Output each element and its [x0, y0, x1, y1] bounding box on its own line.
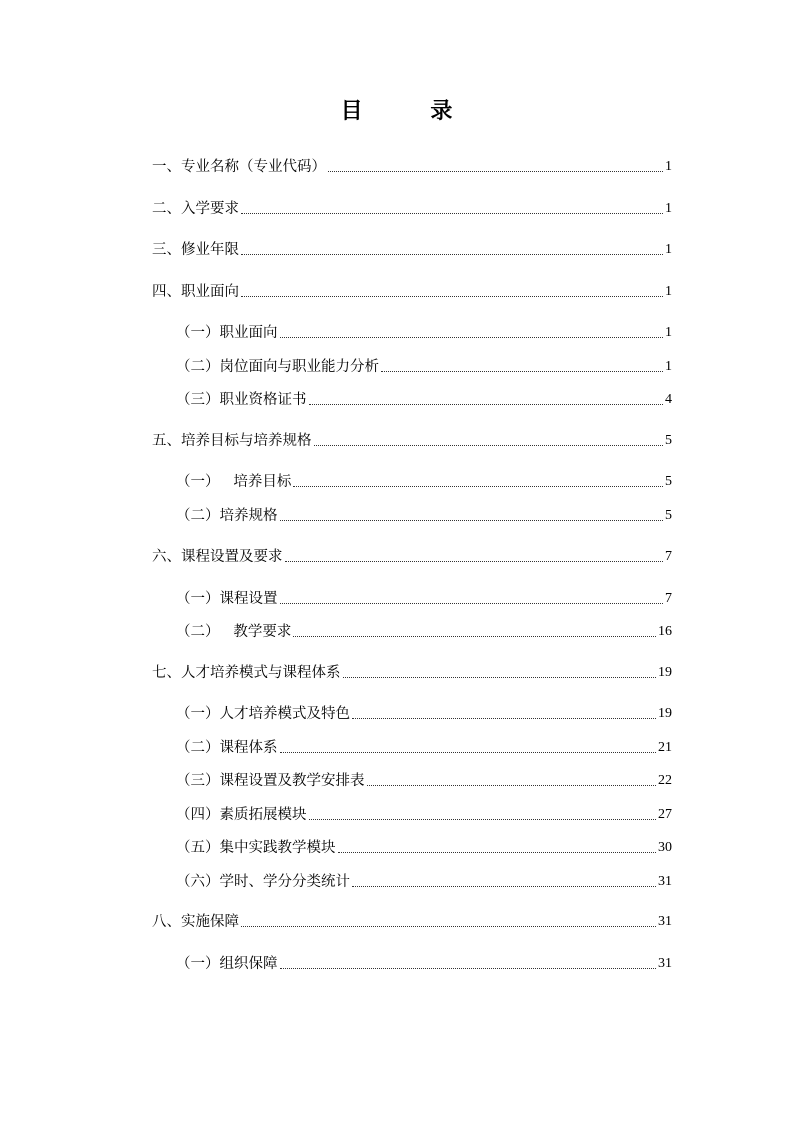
- dot-leader: [314, 445, 664, 446]
- toc-entry-label: （四）素质拓展模块: [176, 807, 307, 823]
- dot-leader: [343, 677, 657, 678]
- toc-entry-page: 31: [658, 874, 672, 889]
- dot-leader: [241, 926, 656, 927]
- toc-entry-label: 五、培养目标与培养规格: [152, 433, 312, 449]
- toc-entry-7-6[interactable]: [176, 872, 672, 892]
- dot-leader: [309, 819, 657, 820]
- dot-leader: [381, 371, 663, 372]
- toc-entry-8[interactable]: [152, 912, 672, 932]
- dot-leader: [352, 886, 656, 887]
- toc-entry-label: （五）集中实践教学模块: [176, 840, 336, 856]
- toc-entry-label: （一）组织保障: [176, 956, 278, 972]
- toc-entry-page: 5: [665, 474, 672, 489]
- toc-entry-page: 30: [658, 840, 672, 855]
- toc-entry-5-2[interactable]: [176, 506, 672, 526]
- toc-entry-label: （六）学时、学分分类统计: [176, 874, 350, 890]
- toc-entry-label: （一）人才培养模式及特色: [176, 706, 350, 722]
- toc-entry-page: 1: [665, 242, 672, 257]
- toc-entry-page: 1: [665, 325, 672, 340]
- dot-leader: [338, 852, 657, 853]
- toc-entry-page: 19: [658, 706, 672, 721]
- toc-entry-6-1[interactable]: [176, 589, 672, 609]
- dot-leader: [241, 213, 663, 214]
- toc-entry-6[interactable]: [152, 547, 672, 567]
- toc-entry-label: （一）课程设置: [176, 591, 278, 607]
- toc-entry-page: 1: [665, 359, 672, 374]
- toc-entry-page: 31: [658, 956, 672, 971]
- toc-entry-label: （二）课程体系: [176, 740, 278, 756]
- page-title: 目 录: [340, 99, 483, 124]
- toc-entry-page: 21: [658, 740, 672, 755]
- toc-entry-2[interactable]: [152, 199, 672, 219]
- dot-leader: [293, 636, 656, 637]
- toc-entry-label: （二）培养规格: [176, 508, 278, 524]
- toc-entry-label: （三）课程设置及教学安排表: [176, 773, 365, 789]
- toc-entry-4-3[interactable]: [176, 390, 672, 410]
- toc-entry-6-2[interactable]: [176, 622, 672, 642]
- toc-entry-page: 5: [665, 433, 672, 448]
- toc-entry-page: 7: [665, 549, 672, 564]
- toc-entry-5-1[interactable]: [176, 472, 672, 492]
- toc-entry-label: 三、修业年限: [152, 242, 239, 258]
- dot-leader: [309, 404, 664, 405]
- dot-leader: [241, 254, 663, 255]
- toc-entry-page: 7: [665, 591, 672, 606]
- dot-leader: [241, 296, 663, 297]
- toc-entry-page: 16: [658, 624, 672, 639]
- toc-entry-7-4[interactable]: [176, 805, 672, 825]
- toc-entry-7-3[interactable]: [176, 771, 672, 791]
- toc-entry-label: （一） 培养目标: [176, 474, 292, 490]
- toc-entry-1[interactable]: [152, 157, 672, 177]
- toc-entry-label: 六、课程设置及要求: [152, 549, 283, 565]
- toc-entry-page: 19: [658, 665, 672, 680]
- toc-entry-3[interactable]: [152, 240, 672, 260]
- toc-entry-label: 七、人才培养模式与课程体系: [152, 665, 341, 681]
- toc-entry-page: 5: [665, 508, 672, 523]
- dot-leader: [328, 171, 663, 172]
- toc-entry-label: 四、职业面向: [152, 284, 239, 300]
- toc-entry-page: 1: [665, 284, 672, 299]
- dot-leader: [280, 968, 657, 969]
- toc-entry-7-1[interactable]: [176, 704, 672, 724]
- dot-leader: [293, 486, 663, 487]
- dot-leader: [285, 561, 664, 562]
- toc-entry-label: 一、专业名称（专业代码）: [152, 159, 326, 175]
- toc-entry-5[interactable]: [152, 431, 672, 451]
- toc-entry-page: 22: [658, 773, 672, 788]
- toc-entry-label: （三）职业资格证书: [176, 392, 307, 408]
- dot-leader: [280, 603, 664, 604]
- toc-entry-page: 1: [665, 201, 672, 216]
- dot-leader: [280, 520, 664, 521]
- dot-leader: [280, 337, 664, 338]
- toc-entry-label: 二、入学要求: [152, 201, 239, 217]
- toc-entry-page: 27: [658, 807, 672, 822]
- toc-entry-page: 4: [665, 392, 672, 407]
- toc-entry-8-1[interactable]: [176, 954, 672, 974]
- toc-entry-label: （二） 教学要求: [176, 624, 292, 640]
- dot-leader: [367, 785, 657, 786]
- toc-entry-7-2[interactable]: [176, 738, 672, 758]
- toc-entry-7[interactable]: [152, 663, 672, 683]
- toc-entry-label: （一）职业面向: [176, 325, 278, 341]
- toc-entry-7-5[interactable]: [176, 838, 672, 858]
- toc-entry-4-1[interactable]: [176, 323, 672, 343]
- toc-entry-4-2[interactable]: [176, 357, 672, 377]
- toc-entry-page: 1: [665, 159, 672, 174]
- dot-leader: [352, 718, 656, 719]
- toc-entry-page: 31: [658, 914, 672, 929]
- toc-entry-label: 八、实施保障: [152, 914, 239, 930]
- toc-entry-4[interactable]: [152, 282, 672, 302]
- toc-entry-label: （二）岗位面向与职业能力分析: [176, 359, 379, 375]
- dot-leader: [280, 752, 657, 753]
